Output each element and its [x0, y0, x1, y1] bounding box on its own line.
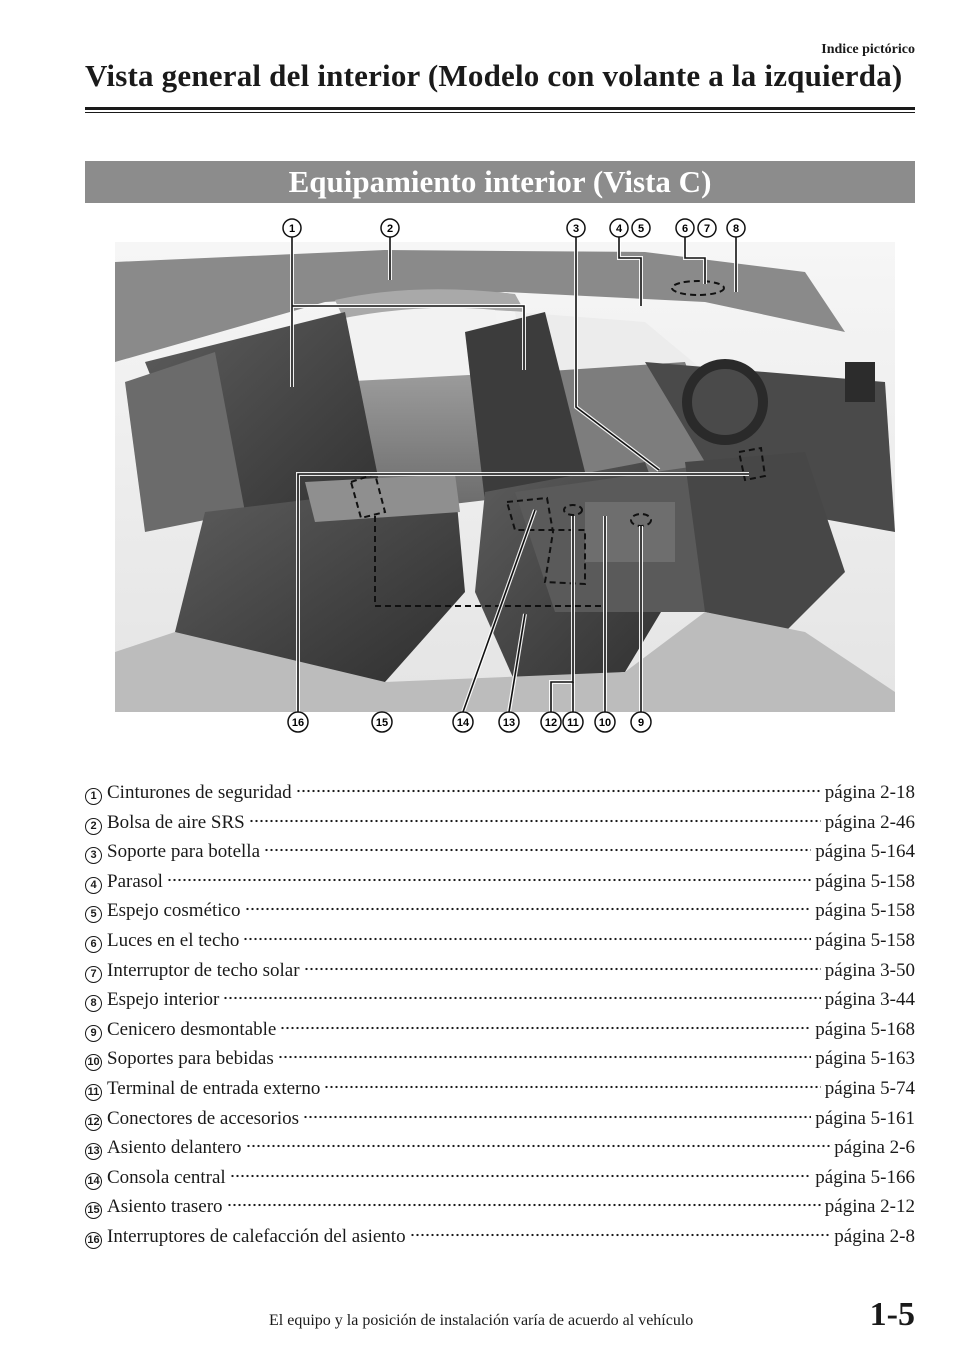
list-item	[85, 1192, 915, 1222]
item-page-ref: página 5-158	[815, 870, 915, 892]
item-label: Cenicero desmontable	[107, 1018, 277, 1040]
item-label: Espejo interior	[107, 989, 220, 1011]
list-item	[85, 896, 915, 926]
footer-note: El equipo y la posición de instalación varía de acuerdo al vehículo	[269, 1312, 694, 1329]
list-item	[85, 985, 915, 1015]
callout-15	[372, 712, 392, 732]
list-item	[85, 1074, 915, 1104]
section-label: Indice pictórico	[821, 42, 915, 57]
leader-dots	[324, 1085, 820, 1089]
leader-dots	[296, 789, 821, 793]
item-label: Parasol	[107, 870, 163, 892]
leader-dots	[249, 819, 821, 823]
item-label: Luces en el techo	[107, 929, 240, 951]
leader-dots	[303, 1115, 811, 1119]
leader-dots	[243, 937, 811, 941]
svg-text:12: 12	[544, 717, 558, 729]
list-item	[85, 808, 915, 838]
callout-7	[698, 219, 716, 237]
svg-text:7: 7	[703, 223, 711, 235]
item-number: 6	[85, 936, 102, 953]
svg-text:8: 8	[732, 223, 740, 235]
callout-13	[499, 712, 519, 732]
item-page-ref: página 5-74	[824, 1077, 915, 1099]
item-page-ref: página 5-158	[815, 929, 915, 951]
item-number: 1	[85, 788, 102, 805]
list-item	[85, 926, 915, 956]
leader-dots	[246, 1144, 831, 1148]
leader-dots	[227, 1203, 821, 1207]
interior-illustration	[85, 212, 915, 742]
svg-text:3: 3	[572, 223, 580, 235]
item-number: 14	[85, 1173, 102, 1190]
list-item	[85, 1133, 915, 1163]
item-number: 2	[85, 818, 102, 835]
item-number: 13	[85, 1143, 102, 1160]
leader-dots	[304, 967, 821, 971]
list-item	[85, 1104, 915, 1134]
item-page-ref: página 3-44	[824, 989, 915, 1011]
callout-12	[541, 712, 561, 732]
item-page-ref: página 5-168	[815, 1018, 915, 1040]
leader-dots	[245, 907, 812, 911]
callout-10	[595, 712, 615, 732]
item-number: 10	[85, 1054, 102, 1071]
item-label: Soporte para botella	[107, 841, 261, 863]
page-title: Vista general del interior (Modelo con volante a la izquierda)	[85, 58, 903, 93]
leader-dots	[230, 1174, 812, 1178]
item-page-ref: página 5-164	[815, 841, 915, 863]
item-label: Interruptor de techo solar	[107, 959, 300, 981]
item-page-ref: página 5-166	[815, 1166, 915, 1188]
item-page-ref: página 3-50	[824, 959, 915, 981]
leader-dots	[410, 1233, 831, 1237]
item-number: 5	[85, 906, 102, 923]
item-page-ref: página 2-8	[834, 1225, 915, 1247]
callout-4	[610, 219, 628, 237]
callout-11	[563, 712, 583, 732]
leader-dots	[280, 1026, 811, 1030]
item-page-ref: página 2-6	[834, 1137, 915, 1159]
svg-text:5: 5	[637, 223, 645, 235]
list-item	[85, 1163, 915, 1193]
item-label: Asiento trasero	[107, 1196, 223, 1218]
list-item	[85, 1222, 915, 1252]
legend-list	[85, 778, 915, 1252]
leader-dots	[264, 848, 811, 852]
title-rule	[85, 107, 915, 110]
callout-3	[567, 219, 585, 237]
item-page-ref: página 5-163	[815, 1048, 915, 1070]
item-number: 15	[85, 1202, 102, 1219]
section-banner: Equipamiento interior (Vista C)	[85, 161, 915, 203]
item-number: 16	[85, 1232, 102, 1249]
item-page-ref: página 5-158	[815, 900, 915, 922]
callout-9	[631, 712, 651, 732]
list-item	[85, 867, 915, 897]
list-item	[85, 778, 915, 808]
item-page-ref: página 2-46	[824, 811, 915, 833]
item-label: Bolsa de aire SRS	[107, 811, 245, 833]
list-item	[85, 1044, 915, 1074]
item-label: Consola central	[107, 1166, 226, 1188]
interior-figure	[85, 212, 915, 742]
list-item	[85, 1015, 915, 1045]
callout-2	[381, 219, 399, 237]
item-label: Conectores de accesorios	[107, 1107, 300, 1129]
list-item	[85, 837, 915, 867]
svg-text:6: 6	[681, 223, 689, 235]
item-number: 11	[85, 1084, 102, 1101]
callout-6	[676, 219, 694, 237]
item-page-ref: página 5-161	[815, 1107, 915, 1129]
leader-dots	[167, 878, 811, 882]
svg-text:10: 10	[598, 717, 612, 729]
item-number: 7	[85, 966, 102, 983]
leader-dots	[278, 1055, 812, 1059]
item-number: 12	[85, 1114, 102, 1131]
callout-8	[727, 219, 745, 237]
svg-text:2: 2	[386, 223, 394, 235]
page-number: 1-5	[869, 1296, 915, 1333]
item-label: Soportes para bebidas	[107, 1048, 274, 1070]
item-number: 9	[85, 1025, 102, 1042]
list-item	[85, 956, 915, 986]
callout-1	[283, 219, 301, 237]
callout-16	[288, 712, 308, 732]
item-label: Interruptores de calefacción del asiento	[107, 1225, 406, 1247]
svg-text:16: 16	[291, 717, 305, 729]
item-label: Espejo cosmético	[107, 900, 241, 922]
item-label: Asiento delantero	[107, 1137, 242, 1159]
svg-text:9: 9	[637, 717, 645, 729]
item-number: 3	[85, 847, 102, 864]
item-number: 8	[85, 995, 102, 1012]
svg-text:1: 1	[288, 223, 296, 235]
svg-text:11: 11	[567, 717, 579, 729]
item-label: Terminal de entrada externo	[107, 1077, 321, 1099]
item-page-ref: página 2-12	[824, 1196, 915, 1218]
leader-dots	[223, 996, 820, 1000]
callout-14	[453, 712, 473, 732]
item-page-ref: página 2-18	[824, 782, 915, 803]
item-number: 4	[85, 877, 102, 894]
svg-text:13: 13	[502, 717, 516, 729]
svg-text:14: 14	[456, 717, 470, 729]
svg-text:4: 4	[615, 223, 623, 235]
callout-5	[632, 219, 650, 237]
item-label: Cinturones de seguridad	[107, 782, 292, 803]
svg-text:15: 15	[375, 717, 389, 729]
title-rule-thin	[85, 112, 915, 113]
